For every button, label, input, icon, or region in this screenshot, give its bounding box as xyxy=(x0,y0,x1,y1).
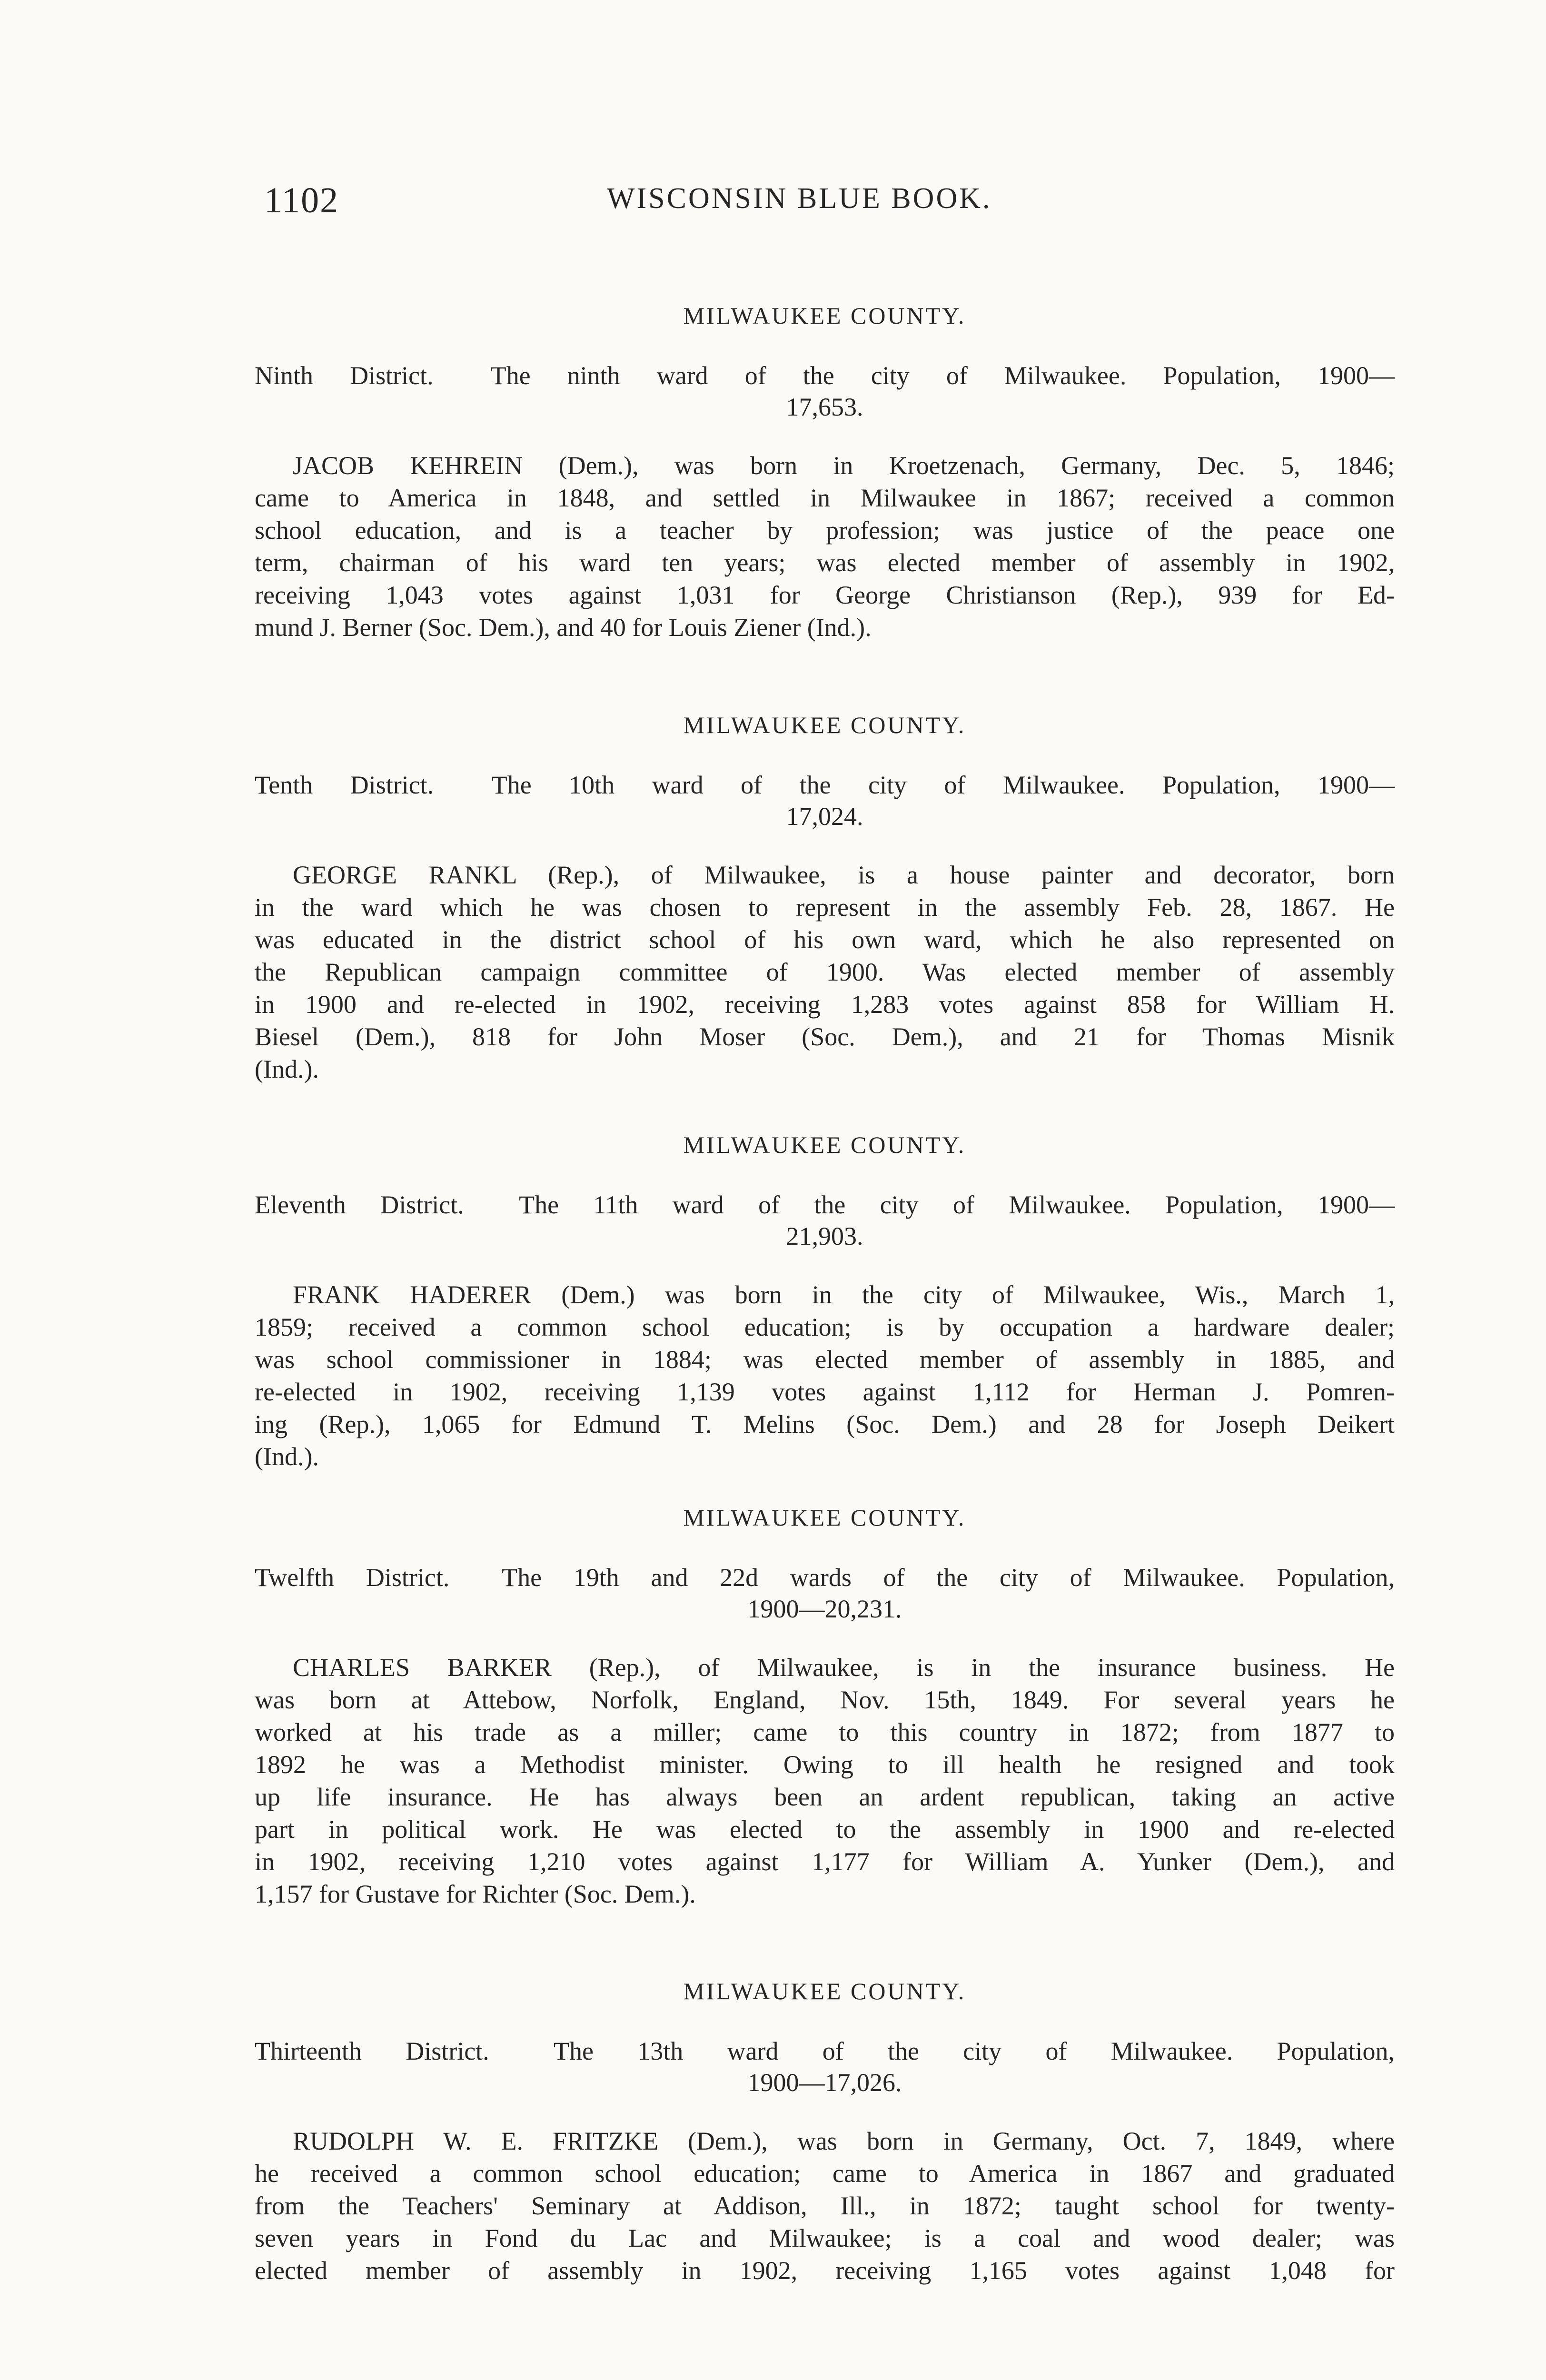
book-title: WISCONSIN BLUE BOOK. xyxy=(607,182,992,215)
bio-line: the Republican campaign committee of 1900. Was elected member of assembly xyxy=(255,958,1395,986)
bio-line: GEORGE RANKL (Rep.), of Milwaukee, is a house painter and decorator, born xyxy=(293,861,1395,889)
district-description: The 19th and 22d wards of the city of Milwaukee. xyxy=(502,1563,1245,1592)
bio-line: 1,157 for Gustave for Richter (Soc. Dem.). xyxy=(255,1880,696,1908)
bio-line: worked at his trade as a miller; came to this country in 1872; from 1877 to xyxy=(255,1718,1395,1746)
biography xyxy=(255,449,1395,644)
district-name: Twelfth District. xyxy=(255,1563,450,1592)
county-heading: MILWAUKEE COUNTY. xyxy=(683,712,966,738)
bio-line: from the Teachers' Seminary at Addison, Ill., in 1872; taught school for twenty- xyxy=(255,2192,1395,2220)
district-section xyxy=(255,709,1395,1085)
district-name: Tenth District. xyxy=(255,771,434,799)
bio-line: in 1902, receiving 1,210 votes against 1,177 for William A. Yunker (Dem.), and xyxy=(255,1847,1395,1876)
district-description: The 10th ward of the city of Milwaukee. xyxy=(491,771,1125,799)
population-label: Population, 1900— xyxy=(1163,361,1395,390)
bio-line: was born at Attebow, Norfolk, England, Nov. 15th, 1849. For several years he xyxy=(255,1686,1395,1714)
bio-line: 1859; received a common school education; is by occupation a hardware dealer; xyxy=(255,1313,1395,1341)
bio-line: FRANK HADERER (Dem.) was born in the city of Milwaukee, Wis., March 1, xyxy=(293,1280,1395,1309)
bio-line: 1892 he was a Methodist minister. Owing to ill health he resigned and took xyxy=(255,1750,1395,1779)
county-heading: MILWAUKEE COUNTY. xyxy=(683,1131,966,1158)
district-section xyxy=(255,1975,1395,2287)
district-section xyxy=(255,1502,1395,1910)
population-label: Population, 1900— xyxy=(1162,771,1395,799)
bio-line: Biesel (Dem.), 818 for John Moser (Soc. Dem.), and 21 for Thomas Misnik xyxy=(255,1022,1395,1051)
bio-line: in 1900 and re-elected in 1902, receiving 1,283 votes against 858 for William H. xyxy=(255,990,1395,1019)
district-name: Thirteenth District. xyxy=(255,2037,489,2065)
bio-line: part in political work. He was elected to the assembly in 1900 and re-elected xyxy=(255,1815,1395,1844)
bio-line: seven years in Fond du Lac and Milwaukee; is a coal and wood dealer; was xyxy=(255,2224,1395,2252)
district-line xyxy=(255,1562,1395,1593)
bio-line: (Ind.). xyxy=(255,1442,319,1471)
district-line xyxy=(255,1189,1395,1220)
population-value: 1900—20,231. xyxy=(747,1595,902,1623)
bio-line: school education, and is a teacher by profession; was justice of the peace one xyxy=(255,516,1395,545)
bio-line: term, chairman of his ward ten years; was elected member of assembly in 1902, xyxy=(255,548,1395,577)
district-line xyxy=(255,2035,1395,2067)
district-line xyxy=(255,360,1395,391)
population-label: Population, xyxy=(1277,1563,1395,1592)
bio-line: ing (Rep.), 1,065 for Edmund T. Melins (Soc. Dem.) and 28 for Joseph Deikert xyxy=(255,1410,1395,1438)
county-heading: MILWAUKEE COUNTY. xyxy=(683,302,966,329)
population-label: Population, 1900— xyxy=(1165,1190,1395,1219)
population-value: 1900—17,026. xyxy=(747,2068,902,2097)
biography xyxy=(255,859,1395,1085)
bio-line: came to America in 1848, and settled in Milwaukee in 1867; received a common xyxy=(255,484,1395,512)
district-description: The 13th ward of the city of Milwaukee. xyxy=(553,2037,1233,2065)
bio-line: JACOB KEHREIN (Dem.), was born in Kroetzenach, Germany, Dec. 5, 1846; xyxy=(293,451,1395,480)
district-description: The ninth ward of the city of Milwaukee. xyxy=(490,361,1127,390)
county-heading: MILWAUKEE COUNTY. xyxy=(683,1504,966,1531)
bio-line: up life insurance. He has always been an ardent republican, taking an active xyxy=(255,1783,1395,1811)
biography xyxy=(255,1651,1395,1910)
bio-line: elected member of assembly in 1902, receiving 1,165 votes against 1,048 for xyxy=(255,2256,1395,2285)
biography xyxy=(255,1279,1395,1473)
district-line xyxy=(255,769,1395,801)
bio-line: was school commissioner in 1884; was elected member of assembly in 1885, and xyxy=(255,1345,1395,1374)
population-value: 21,903. xyxy=(786,1222,863,1250)
page-number: 1102 xyxy=(264,180,339,220)
bio-line: re-elected in 1902, receiving 1,139 votes against 1,112 for Herman J. Pomren- xyxy=(255,1378,1395,1406)
biography xyxy=(255,2125,1395,2287)
district-name: Ninth District. xyxy=(255,361,434,390)
bio-line: CHARLES BARKER (Rep.), of Milwaukee, is in the insurance business. He xyxy=(293,1653,1395,1682)
bio-line: receiving 1,043 votes against 1,031 for George Christianson (Rep.), 939 for Ed- xyxy=(255,581,1395,609)
county-heading: MILWAUKEE COUNTY. xyxy=(683,1978,966,2004)
bio-line: (Ind.). xyxy=(255,1055,319,1083)
bio-line: was educated in the district school of his own ward, which he also represented on xyxy=(255,925,1395,954)
bio-line: mund J. Berner (Soc. Dem.), and 40 for Louis Ziener (Ind.). xyxy=(255,613,872,642)
district-name: Eleventh District. xyxy=(255,1190,464,1219)
population-value: 17,653. xyxy=(786,393,863,421)
bio-line: he received a common school education; came to America in 1867 and graduated xyxy=(255,2159,1395,2188)
bio-line: in the ward which he was chosen to represent in the assembly Feb. 28, 1867. He xyxy=(255,893,1395,922)
district-description: The 11th ward of the city of Milwaukee. xyxy=(519,1190,1131,1219)
population-label: Population, xyxy=(1277,2037,1395,2065)
bio-line: RUDOLPH W. E. FRITZKE (Dem.), was born in Germany, Oct. 7, 1849, where xyxy=(293,2127,1395,2155)
running-head xyxy=(264,180,1311,232)
district-section xyxy=(255,300,1395,644)
district-section xyxy=(255,1129,1395,1473)
population-value: 17,024. xyxy=(786,802,863,831)
